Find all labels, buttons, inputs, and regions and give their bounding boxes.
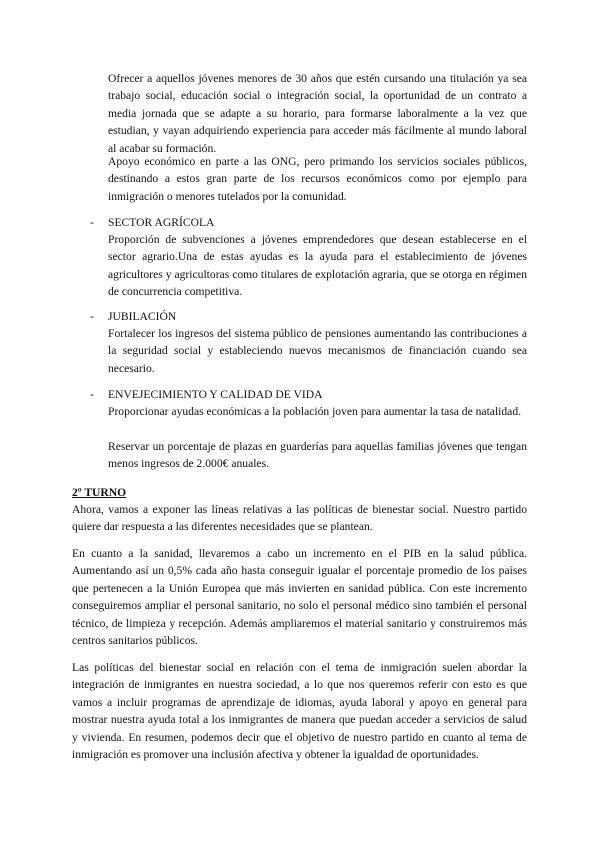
section-bullet: - [90, 310, 94, 323]
section-paragraph: Fortalecer los ingresos del sistema público de pensiones aumentando las contribuciones a la seguridad social y estableciendo nuevos mecanismos de financiación cuando sea necesario. [108, 327, 527, 375]
section-paragraph: Proporción de subvenciones a jóvenes emprendedores que desean establecerse en el sector agrario.Una de estas ayudas es la ayuda para el establecimiento de jóvenes agricultores y agricultoras como titulares de explotación agraria, que se otorga en régimen de concurrencia competitiva. [108, 233, 527, 299]
section-paragraph: Reservar un porcentaje de plazas en guarderías para aquellas familias jóvenes que tengan menos ingresos de 2.000€ anuales. [108, 440, 527, 471]
turno-paragraph-1: Ahora, vamos a exponer las líneas relativas a las políticas de bienestar social. Nuestro partido quiere dar respuesta a las diferentes necesidades que se plantean. [72, 503, 527, 534]
turno-paragraph-3: Las políticas del bienestar social en relación con el tema de inmigración suelen abordar la integración de inmigrantes en nuestra sociedad, a lo que nos queremos referir con esto es que vamos a incluir programas de aprendizaje de idiomas, ayuda laboral y apoyo en general para mostrar nuestra ayuda total a los inmigrantes de manera que puedan acceder a servicios de salud y vivienda. En resumen, podemos decir que el objetivo de nuestro partido en cuanto al tema de inmigración es promover una inclusión afectiva y obtener la igualdad de oportunidades. [72, 661, 527, 762]
section-bullet: - [90, 388, 94, 401]
turno-title: 2º TURNO [72, 486, 127, 499]
section-heading-jubilacion: JUBILACIÓN [108, 310, 177, 323]
turno-paragraph-2: En cuanto a la sanidad, llevaremos a cabo un incremento en el PIB en la salud pública. Aumentando así un 0,5% cada año hasta conseguir igualar el porcentaje promedio de los países que pertenecen a la Unión Europea que más invierten en sanidad pública. Con este incremento conseguiremos ampliar el personal sanitario, no solo el personal médico sino también el personal técnico, de limpieza y recepción. Además ampliaremos el material sanitario y construiremos más centros sanitarios públicos. [72, 547, 527, 648]
section-heading-envejecimiento: ENVEJECIMIENTO Y CALIDAD DE VIDA [108, 388, 323, 401]
section-paragraph: Proporcionar ayudas económicas a la población joven para aumentar la tasa de natalidad. [108, 405, 522, 418]
intro-paragraph-1: Ofrecer a aquellos jóvenes menores de 30 años que estén cursando una titulación ya sea trabajo social, educación social o integración social, la oportunidad de un contrato a media jornada que se adapte a su horario, para formarse laboralmente a la vez que estudian, y vayan adquiriendo experiencia para acceder más fácilmente al mundo laboral al acabar su formación. [108, 72, 527, 155]
intro-paragraph-2: Apoyo económico en parte a las ONG, pero primando los servicios sociales públicos, destinando a estos gran parte de los recursos económicos como por ejemplo para inmigración o menores tutelados por la comunidad. [108, 155, 527, 203]
section-bullet: - [90, 216, 94, 229]
section-heading-agricola: SECTOR AGRÍCOLA [108, 216, 215, 229]
